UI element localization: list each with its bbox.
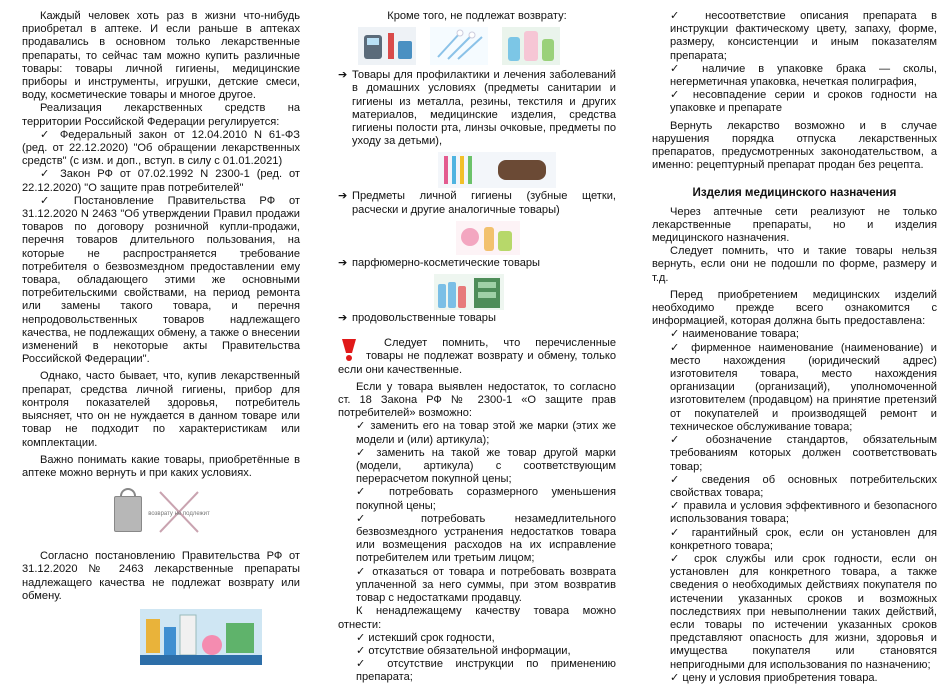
no-return-illustration: [106, 490, 216, 536]
reminder-block: [338, 337, 616, 377]
quality-item: ✓ несовпадение серии и сроков годности на упаковке и препарате: [670, 89, 937, 115]
health-products-images: [358, 27, 616, 65]
law-item: ✓ Федеральный закон от 12.04.2010 N 61-ФЗ (ред. от 22.12.2020) "Об обращении лекарственных средств" (с изм. и доп., вступ. в силу с 01.01.2021): [22, 128, 300, 168]
not-returnable-item: [338, 69, 616, 148]
paragraph: Следует помнить, что и такие товары нельзя вернуть, если они не подошли по форме, размеру и т.д.: [652, 245, 937, 284]
item-text: Предметы личной гигиены (зубные щетки, расчески и другие аналогичные товары): [352, 190, 616, 216]
column-middle: [338, 10, 616, 684]
intro-paragraph: Каждый человек хоть раз в жизни что-нибудь приобретал в аптеке. И если раньше в аптеках продавались в основном только лекарственные препараты, то сейчас там можно купить различные товары: товары личной гигиены, медицинские приборы и инструменты, игрушки, детские смеси, воду, косметические товары и многое другое.: [22, 10, 300, 102]
option-item: ✓ заменить на такой же товар другой марки (модели, артикула) с соответствующим перерасчетом покупной цены;: [356, 446, 616, 486]
regulation-paragraph: Реализация лекарственных средств на территории Российской Федерации регулируется:: [22, 102, 300, 128]
option-item: ✓ отказаться от товара и потребовать возврата уплаченной за него суммы, при этом возвратив товар с недостатками продавцу.: [356, 565, 616, 605]
arrow-icon: ➔: [338, 256, 348, 269]
option-item: ✓ потребовать соразмерного уменьшения покупной цены;: [356, 486, 616, 512]
item-text: продовольственные товары: [352, 312, 496, 325]
info-item: ✓ обозначение стандартов, обязательным требованиям которых должен соответствовать товар;: [670, 434, 937, 473]
arrow-icon: ➔: [338, 190, 348, 203]
quality-item: ✓ истекший срок годности,: [356, 631, 495, 644]
quality-item: ✓ отсутствие инструкции по применению препарата;: [356, 658, 616, 684]
cotton-swabs-image: [430, 27, 488, 65]
not-returnable-item: [338, 312, 616, 325]
info-item: ✓ фирменное наименование (наименование) и место нахождения (юридический адрес) изготовителя товара, место нахождения организации (организаций), уполномоченной изготовителем (продавцом) на принятие претензий от покупателей и производящей ремонт и техническое обслуживание товара;: [670, 341, 937, 433]
return-condition-paragraph: Вернуть лекарство возможно и в случае нарушения порядка отпуска лекарственных препаратов, предусмотренных законодательством, а именно: рецептурный препарат продан без рецепта.: [652, 119, 937, 172]
item-text: Товары для профилактики и лечения заболеваний в домашних условиях (предметы санитарии и гигиены из металла, резины, текстиля и других материалов, медицинские изделия, средства гигиены полости рта, линзы очковые, предметы по уходу за детьми),: [352, 69, 616, 148]
info-item: ✓ срок службы или срок годности, если он установлен для конкретного товара, а также сведения о необходимых действиях покупателя по истечении указанных сроков и возможных последствиях при невыполнении таких действий, если товары по истечении указанных сроков представляют опасность для жизни, здоровья и имущества покупателя или становятся непригодными для использования по назначению;: [670, 552, 937, 671]
info-item: ✓ правила и условия эффективного и безопасного использования товара;: [670, 500, 937, 526]
paragraph: Через аптечные сети реализуют не только лекарственные препараты, но и изделия медицинского назначения.: [652, 205, 937, 245]
food-products-image: [434, 274, 504, 310]
cosmetics-image: [456, 221, 520, 255]
no-return-cross-icon: [148, 490, 210, 534]
pharmacy-products-image: [140, 609, 262, 665]
option-item: ✓ заменить его на товар этой же марки (этих же модели и (или) артикула);: [356, 420, 616, 446]
reminder-text: Следует помнить, что перечисленные товары не подлежат возврату и обмену, только если они качественные.: [338, 337, 616, 376]
item-text: парфюмерно-косметические товары: [352, 256, 541, 269]
column-right: [652, 10, 937, 684]
info-item: ✓ сведения об основных потребительских свойствах товара;: [670, 473, 937, 499]
hygiene-items-image: [438, 152, 556, 188]
quality-item: ✓ несоответствие описания препарата в инструкции фактическому цвету, запаху, форме, размеру, консистенции и иным показателям препарата;: [670, 10, 937, 62]
not-returnable-item: [338, 257, 616, 270]
info-item: ✓ цену и условия приобретения товара.: [670, 671, 878, 684]
info-item: ✓ наименование товара;: [670, 328, 799, 341]
info-item: ✓ гарантийный срок, если он установлен для конкретного товара;: [670, 526, 937, 552]
quality-item: ✓ наличие в упаковке брака — сколы, негерметичная упаковка, нечеткая полиграфия,: [670, 62, 937, 89]
quality-item: ✓ отсутствие обязательной информации,: [356, 644, 571, 657]
baby-care-image: [502, 27, 560, 65]
not-returnable-item: [338, 190, 616, 216]
inadequate-intro: К ненадлежащему качеству товара можно отнести:: [338, 605, 616, 631]
column-left: [22, 10, 300, 665]
arrow-icon: ➔: [338, 69, 348, 82]
not-returnable-intro: Кроме того, не подлежат возврату:: [387, 10, 567, 22]
section-heading: Изделия медицинского назначения: [692, 186, 897, 200]
paragraph: Согласно постановлению Правительства РФ от 31.12.2020 № 2463 лекарственные препараты надлежащего качества не подлежат возврату или обмену.: [22, 550, 300, 602]
option-item: ✓ потребовать незамедлительного безвозмездного устранения недостатков товара или возмещения расходов на их исправление потребителем или третьим лицом;: [356, 512, 616, 565]
defect-paragraph: Если у товара выявлен недостаток, то согласно ст. 18 Закона РФ № 2300-1 «О защите прав потребителей» возможно:: [338, 380, 616, 420]
medical-devices-image: [358, 27, 416, 65]
shopping-bag-icon: [114, 496, 142, 532]
law-item: ✓ Постановление Правительства РФ от 31.12.2020 N 2463 "Об утверждении Правил продажи товаров по договору розничной купли-продажи, перечня товаров длительного пользования, на которые не распространяется требование потребителя о безвозмездном предоставлении ему товара, обладающего этими же основными потребительскими свойствами, на период ремонта или замены такого товара, и перечня непродовольственных товаров надлежащего качества, не подлежащих обмену, а также о внесении изменений в некоторые акты Правительства Российской Федерации".: [22, 194, 300, 366]
paragraph: Важно понимать какие товары, приобретённые в аптеке можно вернуть и при каких условиях.: [22, 453, 300, 479]
warning-exclamation-icon: [338, 337, 360, 363]
paragraph: Перед приобретением медицинских изделий необходимо прежде всего ознакомится с информацией, которая должна быть предоставлена:: [652, 288, 937, 328]
stamp-text: возврату не подлежит: [148, 511, 210, 518]
paragraph: Однако, часто бывает, что, купив лекарственный препарат, средства личной гигиены, прибор для контроля показателей здоровья, потребитель выясняет, что он не нуждается в данном товаре или товар не подходит по характеристикам или комплектации.: [22, 370, 300, 449]
arrow-icon: ➔: [338, 312, 348, 325]
law-item: ✓ Закон РФ от 07.02.1992 N 2300-1 (ред. от 22.12.2020) "О защите прав потребителей": [22, 168, 300, 194]
